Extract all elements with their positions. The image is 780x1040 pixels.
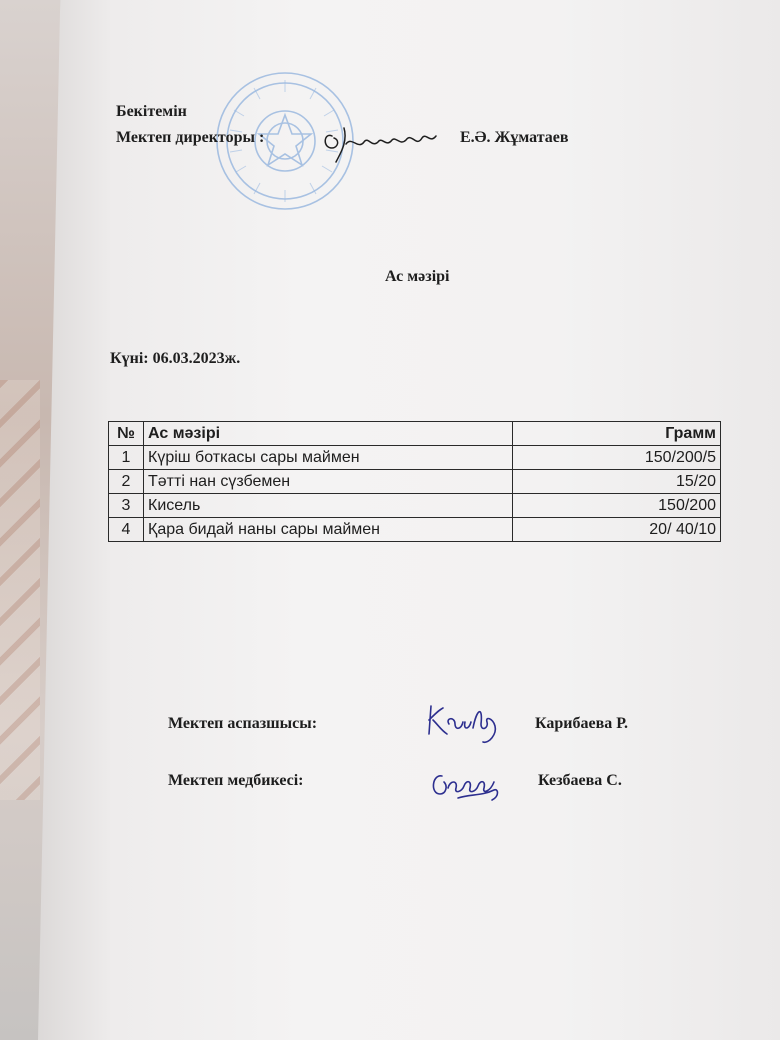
table-row — [109, 518, 721, 542]
table-row — [109, 470, 721, 494]
row-dish: Күріш боткасы сары маймен — [144, 446, 513, 470]
director-name: Е.Ә. Жұматаев — [460, 129, 569, 146]
page-title: Ас мәзірі — [385, 268, 450, 285]
row-gram: 150/200 — [513, 494, 721, 518]
director-label: Мектеп директоры : — [116, 129, 265, 146]
cook-name: Карибаева Р. — [535, 715, 629, 732]
background-pattern — [0, 380, 40, 800]
row-gram: 15/20 — [513, 470, 721, 494]
row-dish: Кисель — [144, 494, 513, 518]
row-gram: 20/ 40/10 — [513, 518, 721, 542]
row-dish: Қара бидай наны сары маймен — [144, 518, 513, 542]
header-gram: Грамм — [513, 422, 721, 446]
row-gram: 150/200/5 — [513, 446, 721, 470]
header-number: № — [109, 422, 144, 446]
table-row — [109, 446, 721, 470]
row-number: 2 — [109, 470, 144, 494]
nurse-signature — [428, 760, 508, 805]
cook-label: Мектеп аспазшысы: — [168, 715, 318, 732]
table-header-row — [109, 422, 721, 446]
row-number: 3 — [109, 494, 144, 518]
nurse-name: Кезбаева С. — [538, 772, 622, 789]
row-number: 1 — [109, 446, 144, 470]
director-signature — [318, 118, 448, 168]
row-dish: Тәтті нан сүзбемен — [144, 470, 513, 494]
date-line: Күні: 06.03.2023ж. — [110, 350, 241, 367]
nurse-label: Мектеп медбикесі: — [168, 772, 304, 789]
header-dish: Ас мәзірі — [144, 422, 513, 446]
menu-table — [108, 421, 721, 542]
row-number: 4 — [109, 518, 144, 542]
approval-label: Бекітемін — [116, 103, 187, 120]
cook-signature — [425, 700, 510, 748]
table-row — [109, 494, 721, 518]
